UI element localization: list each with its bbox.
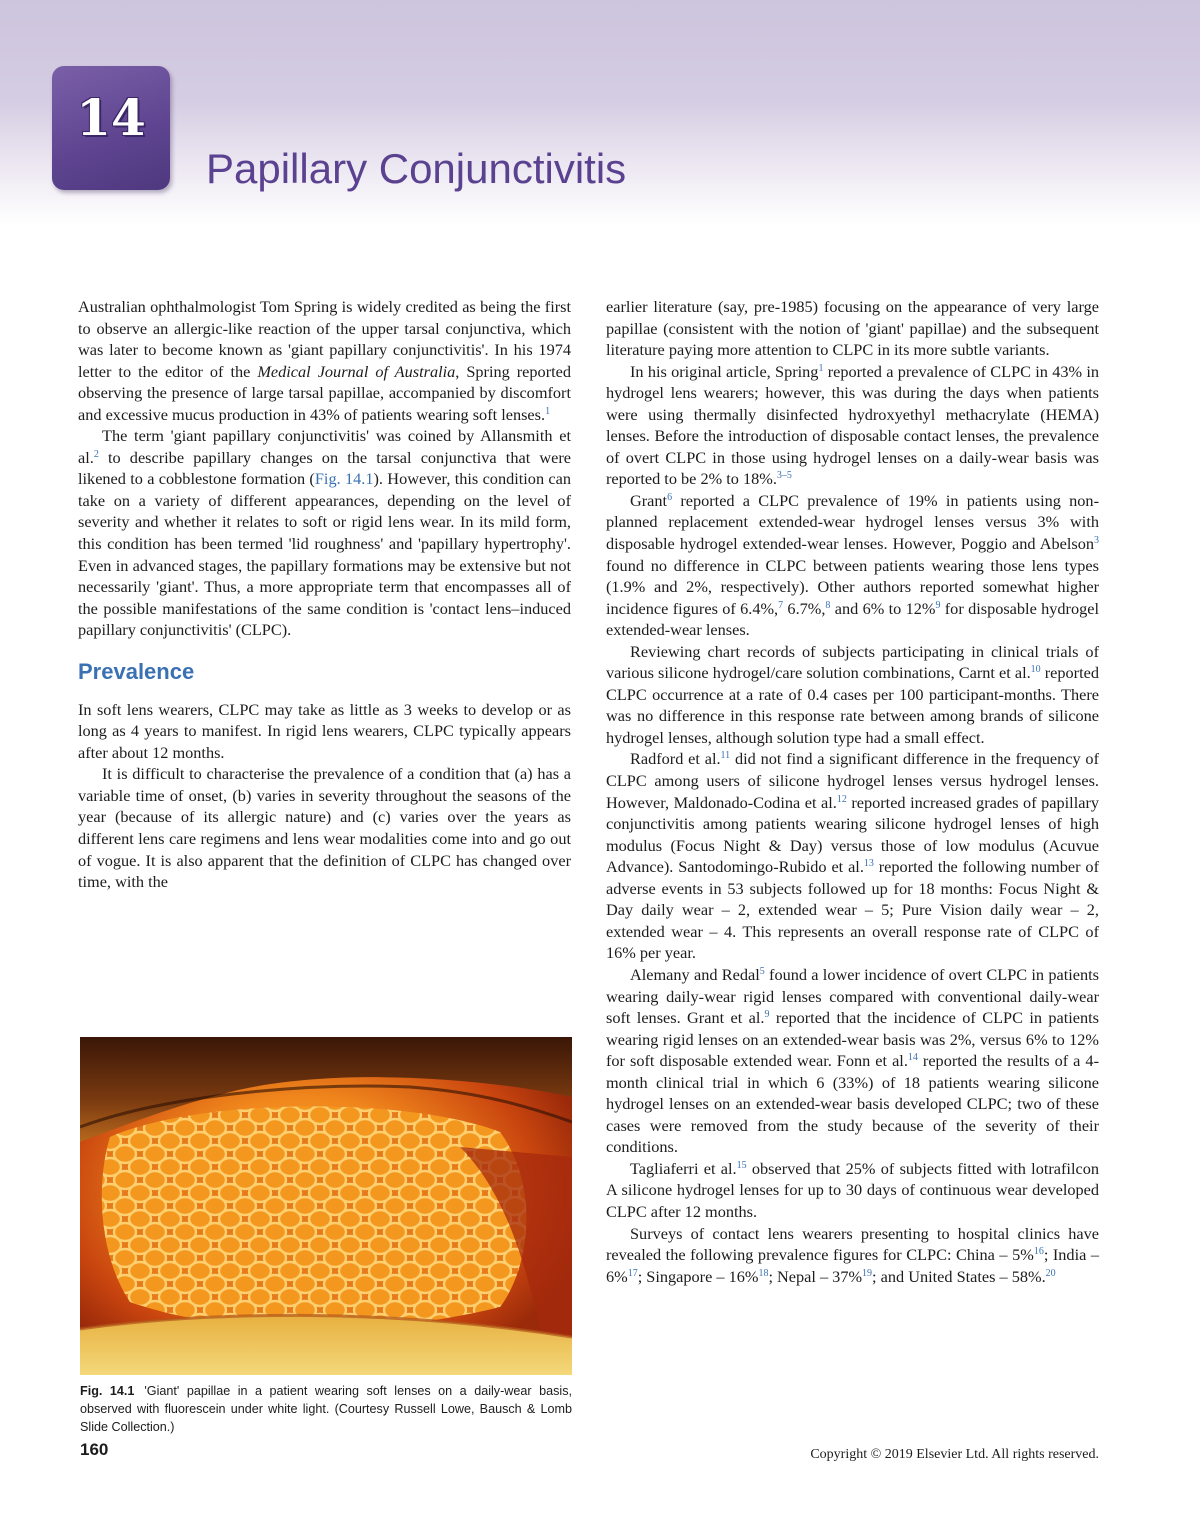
reference-link[interactable]: 16 <box>1033 1246 1044 1258</box>
reference-link[interactable]: 7 <box>778 599 784 611</box>
reference-link[interactable]: 20 <box>1045 1267 1056 1279</box>
reference-link[interactable]: 19 <box>862 1267 873 1279</box>
reference-link[interactable]: 17 <box>627 1267 638 1279</box>
figure-photo <box>80 1037 572 1375</box>
reference-link[interactable]: 12 <box>836 793 847 805</box>
section-heading-prevalence: Prevalence <box>78 658 195 684</box>
reference-link[interactable]: 13 <box>863 858 874 870</box>
chapter-number: 14 <box>76 88 146 147</box>
tagliaferri-paragraph: Tagliaferri et al.$^{15}$ observed that 25% of subjects fitted with lotrafilcon A silicone hydrogel lenses for up to 30 days of continuous wear developed CLPC after 12 months. <box>606 1158 1099 1221</box>
reference-link[interactable]: 5 <box>759 965 765 977</box>
reference-link[interactable]: 2 <box>93 448 99 460</box>
reference-link[interactable]: 9 <box>935 599 941 611</box>
surveys-paragraph: Surveys of contact lens wearers presenting to hospital clinics have revealed the following prevalence figures for CLPC: China – 5%$^{16}$; India – 6%$^{17}$; Singapore – 16%$^{18}$; Nepal – 37%$^{19}$; and United States – 58%.$^{20}$ <box>606 1223 1099 1286</box>
reference-link[interactable]: 18 <box>758 1267 769 1279</box>
radford-paragraph: Radford et al.$^{11}$ did not find a significant difference in the frequency of CLPC among users of silicone hydrogel lenses versus hydrogel lenses. However, Maldonado-Codina et al.$^{12}$ reported increased grades of papillary conjunctivitis among patients wearing silicone hydrogel lenses of high modulus (Focus Night & Day) versus those of low modulus (Acuvue Advance). Santodomingo-Rubido et al.$^{13}$ reported the following number of adverse events in 53 subjects followed up for 18 months: Focus Night & Day daily wear – 2, extended wear – 5; Pure Vision daily wear – 2, extended wear – 4. This represents an overall response rate of CLPC of 16% per year. <box>606 749 1100 963</box>
chapter-title: Papillary Conjunctivitis <box>206 145 627 192</box>
grant-paragraph: Grant$^6$ reported a CLPC prevalence of 19% in patients using non-planned replacement extended-wear hydrogel lenses versus 3% with disposable hydrogel extended-wear lenses. However, Poggio and Abelson$^3$ found no difference in CLPC between patients wearing those lens types (1.9% and 2%, respectively). Other authors reported somewhat higher incidence figures of 6.4%,$^7$ 6.7%,$^8$ and 6% to 12%$^9$ for disposable hydrogel extended-wear lenses. <box>606 490 1100 640</box>
reference-link[interactable]: 10 <box>1030 664 1041 676</box>
characterise-paragraph: It is difficult to characterise the prevalence of a condition that (a) has a variable time of onset, (b) varies in severity throughout the seasons of the year (because of its allergic nature) and (c) varies over the years as different lens care regimens and lens wear modalities come into and go out of vogue. It is also apparent that the definition of CLPC has changed over time, with the <box>78 764 571 892</box>
reference-link[interactable]: 1 <box>818 362 824 374</box>
conjunctiva-photo-illustration <box>80 1037 572 1375</box>
reference-link[interactable]: 8 <box>825 599 831 611</box>
term-paragraph: The term 'giant papillary conjunctivitis' was coined by Allansmith et al.$^2$ to describe papillary changes on the tarsal conjunctiva that were likened to a cobblestone formation (Fig. 14.1). However, this condition can take on a variety of different appearances, depending on the level of severity and whether it relates to soft or rigid lens wear. In its mild form, this condition has been termed 'lid roughness' and 'papillary hypertrophy'. Even in advanced stages, the papillary formations may be extensive but not necessarily 'giant'. Thus, a more appropriate term that encompasses all of the possible manifestations of the same condition is 'contact lens–induced papillary conjunctivitis' (CLPC). <box>78 426 572 640</box>
onset-paragraph: In soft lens wearers, CLPC may take as little as 3 weeks to develop or as long as 4 years to manifest. In rigid lens wearers, CLPC typically appears after about 12 months. <box>78 699 571 762</box>
right-column <box>606 296 1099 1287</box>
reference-link[interactable]: 1 <box>545 405 551 417</box>
copyright-notice: Copyright © 2019 Elsevier Ltd. All rights reserved. <box>810 1447 1099 1462</box>
spring-paragraph: In his original article, Spring$^1$ reported a prevalence of CLPC in 43% in hydrogel lens wearers; however, this was during the days when patients were using thermally disinfected hydroxyethyl methacrylate (HEMA) lenses. Before the introduction of disposable contact lenses, the prevalence of overt CLPC in those using hydrogel lenses on a daily-wear basis was reported to be 2% to 18%.$^{3-5}$ <box>606 361 1099 489</box>
reference-link[interactable]: 3–5 <box>776 470 792 482</box>
literature-paragraph: earlier literature (say, pre-1985) focusing on the appearance of very large papillae (consistent with the notion of 'giant' papillae) and the subsequent literature paying more attention to CLPC in its more subtle variants. <box>606 297 1099 360</box>
reference-link[interactable]: 9 <box>764 1009 770 1021</box>
chapter-number-badge <box>52 66 170 190</box>
reference-link[interactable]: 15 <box>736 1159 747 1171</box>
reference-link[interactable]: 6 <box>667 491 673 503</box>
journal-title: Medical Journal of Australia <box>257 361 456 381</box>
reference-link[interactable]: 11 <box>720 750 731 762</box>
figure-caption: Fig. 14.1 'Giant' papillae in a patient wearing soft lenses on a daily-wear basis, observed with fluorescein under white light. (Courtesy Russell Lowe, Bausch & Lomb Slide Collection.) <box>80 1384 572 1434</box>
page-number: 160 <box>80 1440 109 1459</box>
figure-link[interactable]: Fig. 14.1 <box>314 469 374 489</box>
left-column <box>78 296 571 893</box>
figure-label: Fig. 14.1 <box>80 1384 135 1398</box>
reference-link[interactable]: 14 <box>907 1052 918 1064</box>
reference-link[interactable]: 3 <box>1094 535 1099 547</box>
alemany-paragraph: Alemany and Redal$^5$ found a lower incidence of overt CLPC in patients wearing daily-wear rigid lenses compared with conventional daily-wear soft lenses. Grant et al.$^9$ reported that the incidence of CLPC in patients wearing rigid lenses on an extended-wear basis was 2%, versus 6% to 12% for soft disposable extended wear. Fonn et al.$^{14}$ reported the results of a 4-month clinical trial in which 6 (33%) of 18 patients wearing silicone hydrogel lenses on an extended-wear basis developed CLPC; two of these cases were removed from the study because of the severity of their conditions. <box>606 964 1100 1157</box>
intro-paragraph: Australian ophthalmologist Tom Spring is widely credited as being the first to observe an allergic-like reaction of the upper tarsal conjunctiva, which was later to become known as 'giant papillary conjunctivitis'. In his 1974 letter to the editor of the Medical Journal of Australia, Spring reported observing the presence of large tarsal papillae, accompanied by discomfort and excessive mucus production in 43% of patients wearing soft lenses.$^1$ <box>78 297 572 424</box>
carnt-paragraph: Reviewing chart records of subjects participating in clinical trials of various silicone hydrogel/care solution combinations, Carnt et al.$^{10}$ reported CLPC occurrence at a rate of 0.4 cases per 100 participant-months. There was no difference in this response rate between among brands of silicone hydrogel lenses, although solution type had a small effect. <box>606 641 1099 747</box>
